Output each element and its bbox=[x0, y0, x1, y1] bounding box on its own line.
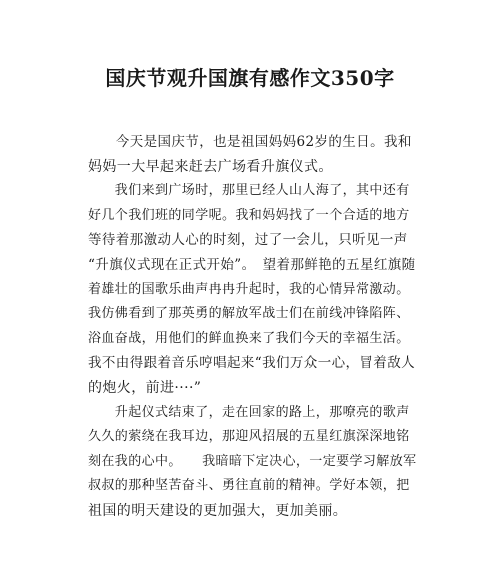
text-line: 好几个我们班的同学呢。我和妈妈找了一个合适的地方 bbox=[88, 207, 410, 223]
text-line: 升起仪式结束了，走在回家的路上，那嘹亮的歌声 bbox=[88, 404, 410, 420]
text-line: 的炮火，前进····” bbox=[88, 379, 202, 396]
text-line: 等待着那激动人心的时刻，过了一会儿，只听见一声 bbox=[88, 232, 408, 249]
essay-body bbox=[88, 130, 418, 524]
text-line: 祖国的明天建设的更加强大，更加美丽。 bbox=[88, 502, 348, 519]
text-line: 久久的萦绕在我耳边，那迎风招展的五星红旗深深地铭 bbox=[88, 429, 410, 445]
text-line: 妈妈一大早起来赶去广场看升旗仪式。 bbox=[88, 158, 333, 175]
text-line: 我仿佛看到了那英勇的解放军战士们在前线冲锋陷阵、 bbox=[88, 306, 410, 322]
text-line: 浴血奋战，用他们的鲜血换来了我们今天的幸福生活。 bbox=[88, 330, 410, 346]
text-line: 今天是国庆节，也是祖国妈妈62岁的生日。我和 bbox=[88, 134, 412, 150]
text-line: 我不由得跟着音乐哼唱起来“我们万众一心，冒着敌人 bbox=[88, 355, 416, 372]
text-line: “升旗仪式现在正式开始”。 望着那鲜艳的五星红旗随 bbox=[88, 256, 416, 273]
text-line: 叔叔的那种坚苦奋斗、勇往直前的精神。学好本领，把 bbox=[88, 478, 410, 494]
document-title: 国庆节观升国旗有感作文350字 bbox=[105, 66, 395, 90]
text-line: 着雄壮的国歌乐曲声冉冉升起时，我的心情异常激动。 bbox=[88, 281, 410, 297]
text-line: 刻在我的心中。 我暗暗下定决心，一定要学习解放军 bbox=[88, 453, 417, 469]
text-line: 我们来到广场时，那里已经人山人海了，其中还有 bbox=[88, 183, 410, 199]
